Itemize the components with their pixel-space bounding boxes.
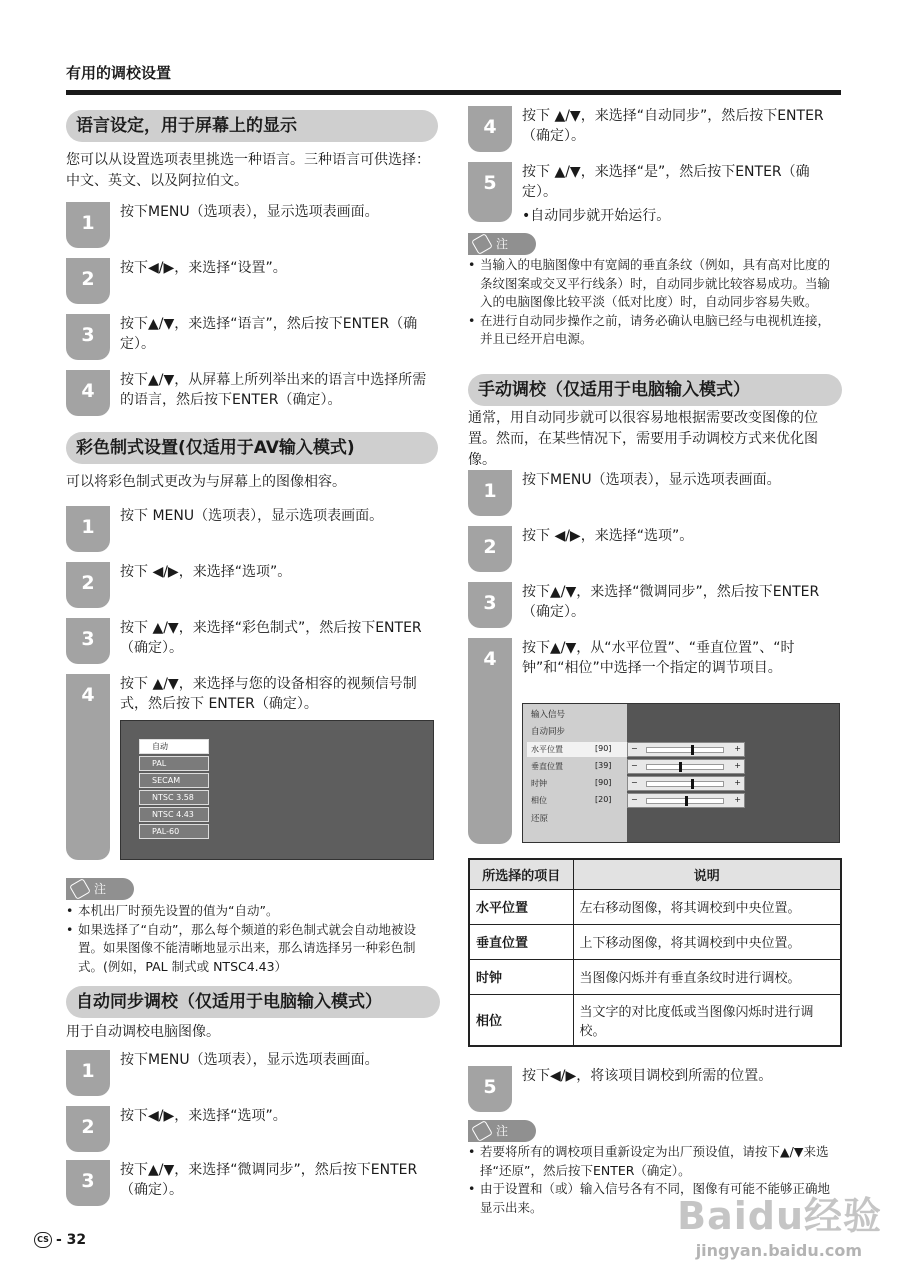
slider-groove xyxy=(646,798,724,804)
menu-option[interactable]: PAL xyxy=(139,756,209,771)
color-step-3: 3 按下 ▲/▼，来选择“彩色制式”，然后按下ENTER（确定）。 xyxy=(66,618,438,664)
plus-icon: + xyxy=(734,761,741,770)
pencil-icon xyxy=(471,233,493,255)
language-intro: 您可以从设置选项表里挑选一种语言。三种语言可供选择：中文、英文、以及阿拉伯文。 xyxy=(66,152,430,189)
auto-sync-step-4: 4 按下 ▲/▼，来选择“自动同步”，然后按下ENTER（确定）。 xyxy=(468,106,842,152)
watermark-logo: Baidu经验 xyxy=(677,1194,882,1238)
manual-step-3: 3 按下▲/▼，来选择“微调同步”，然后按下ENTER（确定）。 xyxy=(468,582,842,628)
menu-row-label: 垂直位置 xyxy=(531,762,563,771)
table-cell: 相位 xyxy=(469,994,573,1046)
note-item: • 若要将所有的调校项目重新设定为出厂预设值，请按下▲/▼来选择“还原”，然后按下ENTER（确定）。 xyxy=(468,1143,842,1180)
table-cell: 水平位置 xyxy=(469,889,573,924)
table-header: 说明 xyxy=(573,859,841,889)
note-item: • 如果选择了“自动”，那么每个频道的彩色制式就会自动地被设置。如果图像不能清晰地显示出来，那么请选择另一种彩色制式。(例如，PAL 制式或 NTSC4.43） xyxy=(66,921,440,977)
menu-option[interactable]: SECAM xyxy=(139,773,209,788)
manual-step-5: 5 按下◀/▶，将该项目调校到所需的位置。 xyxy=(468,1066,842,1112)
slider-track[interactable] xyxy=(627,742,745,757)
plus-icon: + xyxy=(734,795,741,804)
section-title-auto-sync: 自动同步调校（仅适用于电脑输入模式） xyxy=(66,986,440,1018)
minus-icon: − xyxy=(631,778,638,787)
plus-icon: + xyxy=(734,744,741,753)
table-cell: 左右移动图像，将其调校到中央位置。 xyxy=(573,889,841,924)
color-intro: 可以将彩色制式更改为与屏幕上的图像相容。 xyxy=(66,474,346,490)
manual-step-1: 1 按下MENU（选项表），显示选项表画面。 xyxy=(468,470,842,516)
color-step-2: 2 按下 ◀/▶，来选择“选项”。 xyxy=(66,562,438,608)
menu-row-value: [20] xyxy=(595,795,612,804)
page-header: 有用的调校设置 xyxy=(66,64,172,82)
pencil-icon xyxy=(471,1120,493,1142)
adjustment-items-table xyxy=(468,858,842,1047)
manual-intro: 通常，用自动同步就可以很容易地根据需要改变图像的位置。然而，在某些情况下，需要用手动调校方式来优化图像。 xyxy=(468,410,818,468)
slider-thumb[interactable] xyxy=(685,796,688,806)
note-badge: 注 xyxy=(468,233,536,255)
menu-row-label: 时钟 xyxy=(531,779,547,788)
slider-track[interactable] xyxy=(627,776,745,791)
menu-row-label: 水平位置 xyxy=(531,745,563,754)
slider-groove xyxy=(646,781,724,787)
minus-icon: − xyxy=(631,761,638,770)
menu-option[interactable]: NTSC 3.58 xyxy=(139,790,209,805)
menu-option[interactable]: NTSC 4.43 xyxy=(139,807,209,822)
slider-thumb[interactable] xyxy=(679,762,682,772)
menu-row-value: [90] xyxy=(595,778,612,787)
color-step-4: 4 按下 ▲/▼，来选择与您的设备相容的视频信号制式，然后按下 ENTER（确定）。 xyxy=(66,674,438,860)
fine-sync-menu-screen xyxy=(522,703,840,843)
section-title-language: 语言设定，用于屏幕上的显示 xyxy=(66,110,438,142)
menu-item-reset[interactable]: 还原 xyxy=(531,814,549,824)
color-system-menu-screen xyxy=(120,720,434,860)
manual-step-2: 2 按下 ◀/▶，来选择“选项”。 xyxy=(468,526,842,572)
slider-track[interactable] xyxy=(627,759,745,774)
menu-option[interactable]: PAL-60 xyxy=(139,824,209,839)
header-rule xyxy=(66,90,841,95)
menu-row-value: [39] xyxy=(595,761,612,770)
note-badge: 注 xyxy=(468,1120,536,1142)
language-step-1: 1 按下MENU（选项表），显示选项表画面。 xyxy=(66,202,438,248)
note-item: • 当输入的电脑图像中有宽阔的垂直条纹（例如，具有高对比度的条纹图案或交叉平行线条）时，自动同步就比较容易成功。当输入的电脑图像比较平淡（低对比度）时，自动同步容易失败。 xyxy=(468,256,842,312)
auto-sync-notes xyxy=(468,256,842,349)
table-cell: 当图像闪烁并有垂直条纹时进行调校。 xyxy=(573,959,841,994)
language-step-2: 2 按下◀/▶，来选择“设置”。 xyxy=(66,258,438,304)
cs-badge: CS xyxy=(34,1232,52,1248)
slider-groove xyxy=(646,764,724,770)
menu-item-input-signal[interactable]: 输入信号 xyxy=(531,710,566,720)
manual-step-4: 4 按下▲/▼，从“水平位置”、“垂直位置”、“时钟”和“相位”中选择一个指定的调节项目。 xyxy=(468,638,842,844)
menu-row-3[interactable] xyxy=(527,776,745,791)
note-item: • 在进行自动同步操作之前，请务必确认电脑已经与电视机连接，并且已经开启电源。 xyxy=(468,312,842,349)
slider-thumb[interactable] xyxy=(691,779,694,789)
slider-thumb[interactable] xyxy=(691,745,694,755)
section-title-color-system: 彩色制式设置(仅适用于AV输入模式) xyxy=(66,432,438,464)
table-header: 所选择的项目 xyxy=(469,859,573,889)
note-badge: 注 xyxy=(66,878,134,900)
note-item: • 由于设置和（或）输入信号各有不同，图像有可能不能够正确地显示出来。 xyxy=(468,1180,842,1217)
language-step-3: 3 按下▲/▼，来选择“语言”，然后按下ENTER（确定）。 xyxy=(66,314,438,360)
minus-icon: − xyxy=(631,744,638,753)
color-notes xyxy=(66,902,440,976)
watermark-url: jingyan.baidu.com xyxy=(695,1241,862,1260)
menu-row-value: [90] xyxy=(595,744,612,753)
auto-sync-step-1: 1 按下MENU（选项表），显示选项表画面。 xyxy=(66,1050,438,1096)
auto-sync-intro: 用于自动调校电脑图像。 xyxy=(66,1024,220,1040)
menu-row-4[interactable] xyxy=(527,793,745,808)
menu-row-1[interactable] xyxy=(527,742,745,757)
menu-item-auto-sync[interactable]: 自动同步 xyxy=(531,727,566,737)
plus-icon: + xyxy=(734,778,741,787)
auto-sync-step-2: 2 按下◀/▶，来选择“选项”。 xyxy=(66,1106,438,1152)
table-cell: 时钟 xyxy=(469,959,573,994)
language-step-4: 4 按下▲/▼，从屏幕上所列举出来的语言中选择所需的语言，然后按下ENTER（确定）。 xyxy=(66,370,438,416)
menu-row-label: 相位 xyxy=(531,796,547,805)
color-step-1: 1 按下 MENU（选项表），显示选项表画面。 xyxy=(66,506,438,552)
minus-icon: − xyxy=(631,795,638,804)
page-number: - 32 xyxy=(56,1232,87,1248)
menu-option[interactable]: 自动 xyxy=(139,739,209,754)
auto-sync-step-5: 5 按下 ▲/▼，来选择“是”，然后按下ENTER（确定）。 •自动同步就开始运行。 xyxy=(468,162,842,226)
table-cell: 垂直位置 xyxy=(469,924,573,959)
menu-row-2[interactable] xyxy=(527,759,745,774)
table-cell: 当文字的对比度低或当图像闪烁时进行调校。 xyxy=(573,994,841,1046)
pencil-icon xyxy=(69,878,91,900)
table-cell: 上下移动图像，将其调校到中央位置。 xyxy=(573,924,841,959)
auto-sync-step-3: 3 按下▲/▼，来选择“微调同步”，然后按下ENTER（确定）。 xyxy=(66,1160,438,1206)
slider-track[interactable] xyxy=(627,793,745,808)
note-item: • 本机出厂时预先设置的值为“自动”。 xyxy=(66,902,440,921)
slider-groove xyxy=(646,747,724,753)
section-title-manual: 手动调校（仅适用于电脑输入模式） xyxy=(468,374,842,406)
